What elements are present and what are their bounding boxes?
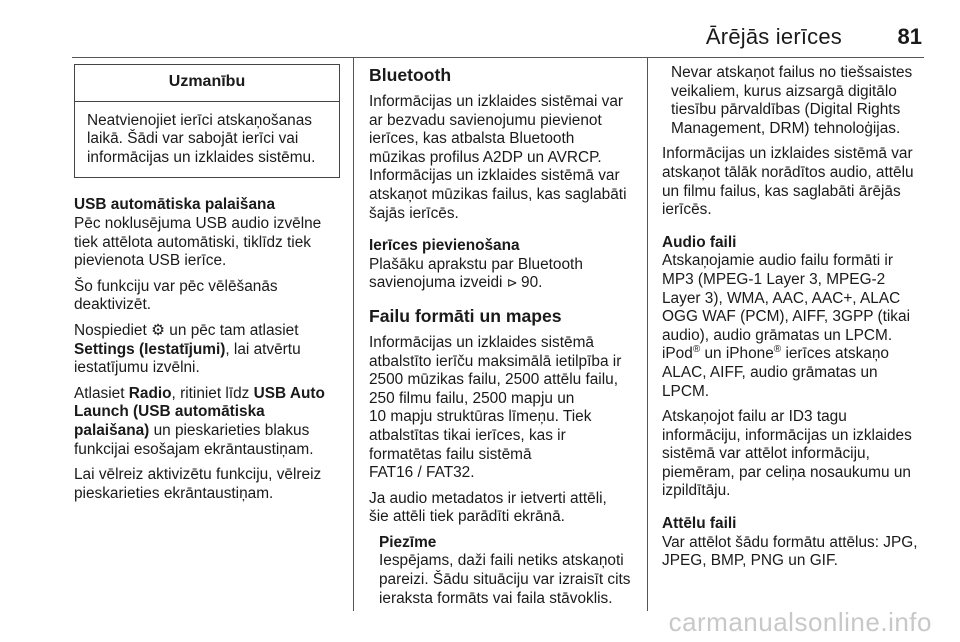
text-line: piemēram, par celiņa nosaukumu un	[662, 463, 911, 481]
paragraph	[662, 408, 928, 501]
paragraph	[74, 278, 340, 315]
text-line: tiesību pārvaldības (Digital Rights	[671, 101, 901, 119]
drm-note	[662, 64, 928, 138]
column-1	[74, 64, 340, 510]
paragraph	[369, 256, 635, 293]
usb-autolaunch-heading: USB automātiska palaišana	[74, 196, 276, 214]
note-box	[369, 534, 635, 608]
text-line: OGG WAF (PCM), AIFF, 3GPP (tikai	[662, 308, 910, 326]
note-title: Piezīme	[379, 533, 437, 551]
text-line: FAT16 / FAT32.	[369, 464, 475, 482]
text-line: un filmu failus, kas saglabāti ārējās	[662, 182, 901, 200]
text-line: ierīces, kas atbalsta Bluetooth	[369, 130, 575, 148]
column-3	[662, 64, 928, 578]
watermark-text: carmanualsonline.info	[668, 607, 932, 637]
text-line: šajās ierīcēs.	[369, 204, 459, 222]
page-reference-icon: ⊳	[506, 275, 518, 291]
registered-mark: ®	[773, 344, 782, 356]
text-run: Atlasiet	[74, 384, 125, 402]
page-number: 81	[897, 24, 922, 49]
paragraph	[662, 145, 928, 219]
paragraph	[662, 534, 928, 571]
paragraph	[74, 385, 340, 459]
text-line: mūzikas profilus A2DP un AVRCP.	[369, 148, 602, 166]
text-line: Informācijas un izklaides sistēmā	[369, 333, 594, 351]
text-line: Plašāku aprakstu par Bluetooth	[369, 255, 583, 273]
usb-auto-label: USB Auto	[253, 384, 325, 402]
text-line: informāciju, informācijas un izklaides	[662, 426, 912, 444]
audio-files-heading: Audio faili	[662, 233, 737, 251]
text-line: funkcijai esošajam ekrāntaustiņam.	[74, 440, 314, 458]
text-line: ALAC, AIFF, audio grāmatas un	[662, 363, 878, 381]
text-line	[74, 341, 340, 360]
image-files-heading: Attēlu faili	[662, 515, 737, 533]
text-line: Atskaņojot failu ar ID3 tagu	[662, 408, 847, 426]
text-line: pieskarieties ekrāntaustiņam.	[74, 484, 274, 502]
column-divider	[353, 58, 354, 611]
text-line: 2500 mūzikas failu, 2500 attēlu failu,	[369, 371, 618, 389]
text-line: Layer 3), WMA, AAC, AAC+, ALAC	[662, 289, 901, 307]
settings-gear-icon: ⚙	[151, 321, 165, 339]
text-run: Nospiediet	[74, 321, 147, 339]
caution-box	[74, 64, 340, 178]
text-line: izpildītāju.	[662, 482, 731, 500]
text-line: Pēc noklusējuma USB audio izvēlne	[74, 214, 322, 232]
paragraph	[369, 93, 635, 223]
text-line: Informācijas un izklaides sistēmā var	[369, 167, 620, 185]
text-line: Informācijas un izklaides sistēmā var	[662, 145, 913, 163]
radio-label: Radio	[128, 384, 172, 402]
paragraph	[74, 322, 340, 378]
device-connect-heading: Ierīces pievienošana	[369, 237, 520, 255]
text-line: šie attēli tiek parādīti ekrānā.	[369, 508, 565, 526]
text-run: ierīces atskaņo	[781, 345, 889, 363]
text-line	[74, 385, 340, 404]
text-run: savienojuma izveidi	[369, 274, 503, 292]
text-line: Ja audio metadatos ir ietverti attēli,	[369, 489, 607, 507]
text-run: un iPhone	[700, 345, 774, 363]
text-line	[74, 322, 340, 341]
text-line: JPEG, BMP, PNG un GIF.	[662, 552, 838, 570]
text-line: atskaņot tālāk norādītos audio, attēlu	[662, 163, 914, 181]
text-line: sistēmā var attēlot informāciju,	[662, 445, 870, 463]
paragraph	[369, 490, 635, 527]
text-line: Lai vēlreiz aktivizētu funkciju, vēlreiz	[74, 466, 322, 484]
paragraph	[74, 215, 340, 271]
text-run: un pēc tam atlasiet	[169, 321, 299, 339]
page-reference-link[interactable]: 90.	[521, 274, 543, 292]
caution-title: Uzmanību	[75, 65, 339, 102]
text-line: iestatījumu izvēlni.	[74, 359, 200, 377]
text-line: laikā. Šādi var sabojāt ierīci vai	[87, 130, 299, 148]
text-line: atskaņot mūzikas failus, kas saglabāti	[369, 185, 627, 203]
text-line: MP3 (MPEG-1 Layer 3, MPEG-2	[662, 270, 886, 288]
text-line: Šo funkciju var pēc vēlēšanās	[74, 277, 278, 295]
chapter-title: Ārējās ierīces	[705, 24, 842, 49]
text-line	[74, 403, 340, 422]
text-line: Nevar atskaņot failus no tiešsaistes	[671, 64, 913, 81]
text-line: Var attēlot šādu formātu attēlus: JPG,	[662, 533, 918, 551]
text-line	[369, 274, 635, 293]
text-line: veikaliem, kurus aizsargā digitālo	[671, 82, 897, 100]
bluetooth-heading: Bluetooth	[369, 65, 452, 85]
file-formats-heading: Failu formāti un mapes	[369, 305, 562, 326]
text-line: Neatvienojiet ierīci atskaņošanas	[87, 111, 312, 129]
paragraph	[662, 252, 928, 401]
text-line: ieraksta formāts vai faila stāvoklis.	[379, 589, 613, 607]
text-line: tiek attēlota automātiski, tiklīdz tiek	[74, 233, 311, 251]
text-run: , lai atvērtu	[225, 340, 301, 358]
text-line: informācijas un izklaides sistēmu.	[87, 148, 316, 166]
registered-mark: ®	[692, 344, 701, 356]
text-line: 250 filmu failu, 2500 mapju un	[369, 389, 575, 407]
settings-label: Settings (Iestatījumi)	[74, 340, 226, 358]
text-run: iPod	[662, 345, 693, 363]
text-line: Informācijas un izklaides sistēmai var	[369, 93, 624, 110]
usb-auto-label: palaišana)	[74, 421, 150, 439]
text-line: Atskaņojamie audio failu formāti ir	[662, 252, 893, 270]
text-run: un pieskarieties blakus	[153, 421, 310, 439]
page-header	[72, 18, 924, 58]
column-divider	[647, 58, 648, 611]
text-run: , ritiniet līdz	[171, 384, 250, 402]
text-line: pareizi. Šādu situāciju var izraisīt cits	[379, 571, 631, 589]
header-rule	[72, 57, 924, 58]
text-line: deaktivizēt.	[74, 296, 151, 314]
text-line: pievienota USB ierīce.	[74, 252, 227, 270]
text-line: audio), audio grāmatas un LPCM.	[662, 326, 893, 344]
text-line: LPCM.	[662, 382, 710, 400]
text-line	[662, 345, 928, 364]
text-line: atbalstīto ierīču maksimālā ietilpība ir	[369, 352, 622, 370]
text-line: atbalstītas tikai ierīces, kas ir	[369, 426, 566, 444]
caution-text	[75, 102, 339, 178]
text-line: Iespējams, daži faili netiks atskaņoti	[379, 552, 624, 570]
text-line: formatētas failu sistēmā	[369, 445, 532, 463]
text-line: 10 mapju struktūras līmeņu. Tiek	[369, 408, 592, 426]
text-line: Management, DRM) tehnoloģijas.	[671, 119, 901, 137]
text-line: ierīcēs.	[662, 201, 712, 219]
text-line: ar bezvadu savienojumu pievienot	[369, 111, 602, 129]
text-line	[74, 422, 340, 441]
paragraph	[74, 466, 340, 503]
column-2	[369, 64, 635, 608]
usb-auto-label: Launch (USB automātiska	[74, 403, 265, 421]
paragraph	[369, 334, 635, 483]
